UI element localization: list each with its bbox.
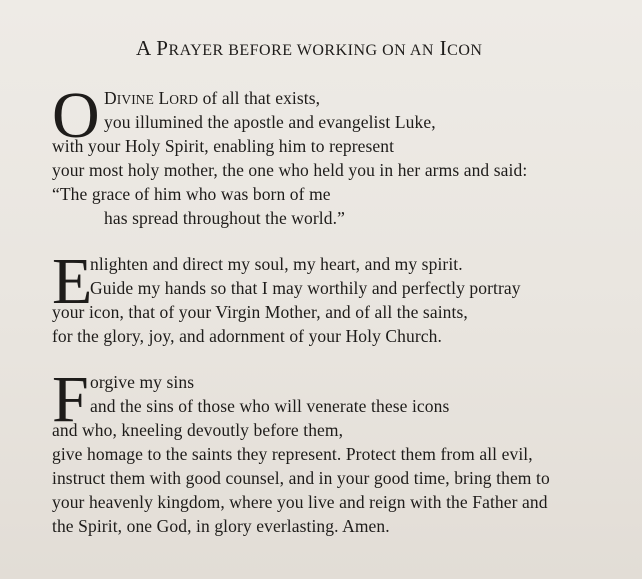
page-title bbox=[136, 36, 482, 61]
stanza3-line3: and who, kneeling devoutly before them, bbox=[52, 420, 344, 440]
stanza1-line3: with your Holy Spirit, enabling him to represent bbox=[52, 136, 395, 156]
stanza3-line2: and the sins of those who will venerate these icons bbox=[90, 396, 450, 416]
dropcap-e: E bbox=[52, 245, 93, 318]
lord-cap: L bbox=[158, 88, 170, 108]
title-cap-i: I bbox=[439, 36, 448, 60]
title-cap-p: P bbox=[156, 36, 169, 60]
stanza1-line1-rest: of all that exists, bbox=[202, 88, 321, 108]
divine-smallcaps: IVINE bbox=[116, 92, 154, 107]
stanza1-line4: your most holy mother, the one who held you in her arms and said: bbox=[52, 160, 528, 180]
title-smallcaps-1: RAYER BEFORE WORKING ON AN bbox=[168, 42, 434, 59]
stanza2-line2: Guide my hands so that I may worthily and perfectly portray bbox=[90, 278, 521, 298]
stanza1-line6: has spread throughout the world.” bbox=[104, 208, 345, 228]
divine-cap: D bbox=[104, 88, 117, 108]
stanza2-line1: nlighten and direct my soul, my heart, and my spirit. bbox=[90, 254, 463, 274]
stanza3-line6: your heavenly kingdom, where you live and reign with the Father and bbox=[52, 492, 548, 512]
stanza3-line5: instruct them with good counsel, and in your good time, bring them to bbox=[52, 468, 550, 488]
title-cap-a: A bbox=[136, 36, 151, 60]
stanza1-line1 bbox=[104, 88, 320, 109]
title-smallcaps-2: CON bbox=[447, 42, 483, 59]
stanza3-line4: give homage to the saints they represent. Protect them from all evil, bbox=[52, 444, 533, 464]
dropcap-o: O bbox=[52, 79, 100, 152]
stanza3-line7: the Spirit, one God, in glory everlasting. Amen. bbox=[52, 516, 390, 536]
stanza1-line5: “The grace of him who was born of me bbox=[52, 184, 331, 204]
stanza2-line3: your icon, that of your Virgin Mother, and of all the saints, bbox=[52, 302, 468, 322]
stanza1-line2: you illumined the apostle and evangelist Luke, bbox=[104, 112, 436, 132]
lord-smallcaps: ORD bbox=[169, 92, 199, 107]
dropcap-f: F bbox=[52, 363, 89, 436]
stanza2-line4: for the glory, joy, and adornment of your Holy Church. bbox=[52, 326, 442, 346]
stanza3-line1: orgive my sins bbox=[90, 372, 195, 392]
